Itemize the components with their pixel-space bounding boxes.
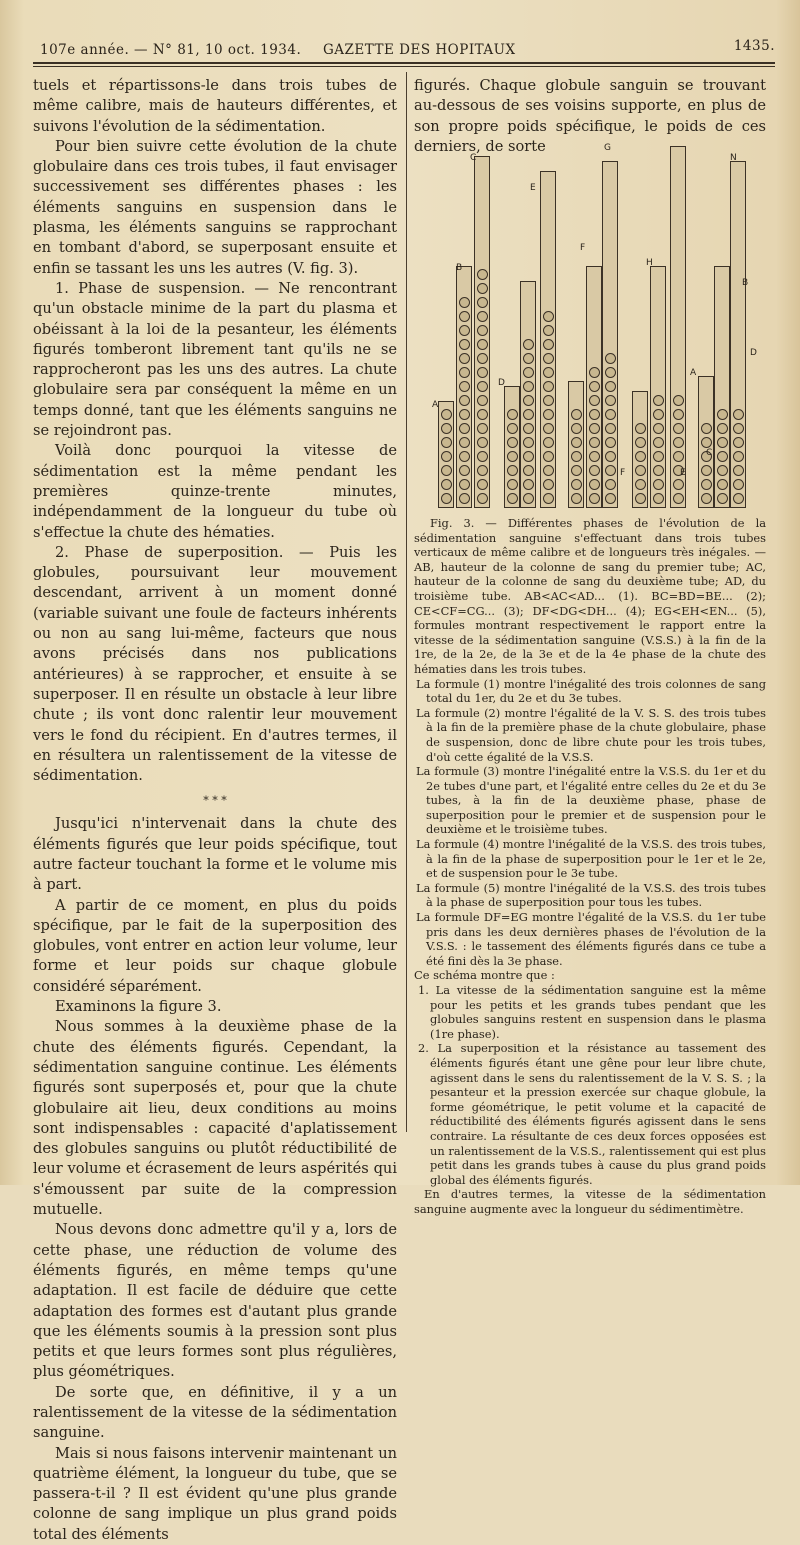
blood-cell [523,437,534,448]
blood-cell [459,465,470,476]
blood-cell [459,311,470,322]
figure-letter: B [456,263,463,273]
paragraph: figurés. Chaque globule sanguin se trouvant au-dessous de ses voisins supporte, en plus de son propre poids spécifique, le poids de ces derniers, de sorte [414,77,766,155]
blood-cell [477,269,488,280]
column-divider [406,72,407,1132]
sedimentation-tube [730,161,749,508]
figure-letter: H [646,258,653,268]
blood-cell [635,451,646,462]
blood-cell [635,437,646,448]
blood-cell [635,465,646,476]
blood-cell [543,451,554,462]
formula-note: La formule DF=EG montre l'égalité de la V.S.S. du 1er tube pris dans les deux dernières phases de l'évolution de la V.S.S. : le tassement des éléments figurés dans ce tube a été fini dès la 3e phase. [416,910,766,968]
blood-cell [543,479,554,490]
blood-cell [589,451,600,462]
blood-cell [701,437,712,448]
blood-cell [717,437,728,448]
sedimentation-tube [540,171,556,508]
blood-cell [477,451,488,462]
blood-cell [673,437,684,448]
blood-cell [477,283,488,294]
figure-letter: C [470,153,477,163]
blood-cell [605,423,616,434]
blood-cell [589,465,600,476]
formula-note: La formule (3) montre l'inégalité entre la V.S.S. du 1er et du 2e tubes d'une part, et l'égalité entre celles du 2e et du 3e tubes, à la fin de la deuxième phase, phase de superposition pour le premier et de suspension pour le deuxième et le troisième tubes. [416,764,766,837]
blood-cell [589,423,600,434]
formula-note: La formule (4) montre l'inégalité de la V.S.S. des trois tubes, à la fin de la phase de superposition pour le 1er et le 2e, et de suspension pour le 3e tube. [416,837,766,881]
sedimentation-tube [568,381,584,508]
paragraph: De sorte que, en définitive, il y a un ralentissement de la vitesse de la sédimentation sanguine. [33,1383,397,1442]
left-column [33,76,397,1545]
blood-cell [441,493,452,504]
blood-cell [605,451,616,462]
blood-cell [701,479,712,490]
figure-letter: E [530,183,536,193]
blood-cell [543,437,554,448]
blood-cell [477,311,488,322]
figure-letter: A [432,400,439,410]
blood-cell [441,479,452,490]
blood-cell [441,423,452,434]
blood-cell [653,465,664,476]
sedimentation-tube [698,376,714,508]
blood-cell [459,381,470,392]
blood-cell [717,479,728,490]
blood-cell [507,423,518,434]
formula-note: La formule (2) montre l'égalité de la V. S. S. des trois tubes à la fin de la première phase de la chute globulaire, phase de suspension, donc de libre chute pour les trois tubes, d'où cette égalité de la V.S.S. [416,705,766,764]
blood-cell [605,353,616,364]
blood-cell [717,465,728,476]
blood-cell [523,479,534,490]
blood-cell [523,339,534,350]
figure-letter: F [620,468,626,478]
blood-cell [673,423,684,434]
blood-cell [459,423,470,434]
blood-cell [523,353,534,364]
paragraph: Mais si nous faisons intervenir maintenant un quatrième élément, la longueur du tube, que se passera-t-il ? Il est évident qu'une plus grande colonne de sang implique un plus grand poids total des éléments [33,1444,397,1543]
formula-note: La formule (1) montre l'inégalité des trois colonnes de sang total du 1er, du 2e et du 3e tubes. [416,676,766,706]
blood-cell [653,423,664,434]
blood-cell [477,395,488,406]
paragraph: 1. Phase de suspension. — Ne rencontrant qu'un obstacle minime de la part du plasma et obéissant à la loi de la pesanteur, les éléments figurés tomberont librement tant qu'ils ne se rapprocheront pas les uns des autres. La chute globulaire sera par conséquent la même en un temps donné, tant que les éléments sanguins ne se rejoindront pas. [33,279,397,440]
blood-cell [733,409,744,420]
sedimentation-tube [504,386,520,508]
schema-conclusion: En d'autres termes, la vitesse de la sédimentation sanguine augmente avec la longueur du sédimentimètre. [414,1187,766,1216]
sedimentation-tube [670,146,686,508]
blood-cell [459,339,470,350]
blood-cell [717,493,728,504]
blood-cell [635,493,646,504]
blood-cell [523,367,534,378]
blood-cell [459,297,470,308]
blood-cell [653,451,664,462]
figure-letter: D [750,348,757,358]
blood-cell [543,493,554,504]
figure-letter: B [742,278,749,288]
blood-cell [571,451,582,462]
page-number: 1435. [733,38,775,54]
paragraph: Nous devons donc admettre qu'il y a, lors de cette phase, une réduction de volume des éléments figurés, en même temps qu'une adaptation. Il est facile de déduire que cette adaptation des formes est d'autant plus grande que les éléments soumis à la pression sont plus petits et que leurs formes sont plus régulières, plus géométriques. [33,1221,397,1381]
paragraph: Pour bien suivre cette évolution de la chute globulaire dans ces trois tubes, il faut envisager successivement ses différentes phases : les éléments sanguins en suspension dans le plasma, les éléments sanguins se rapprochant en tombant d'abord, se superposant ensuite et enfin se tassant les uns les autres (V. fig. 3). [33,137,397,277]
formula-note: La formule (5) montre l'inégalité de la V.S.S. des trois tubes à la phase de superposition pour tous les tubes. [416,880,766,910]
blood-cell [733,479,744,490]
figure-letter: D [498,378,505,388]
blood-cell [701,493,712,504]
blood-cell [673,479,684,490]
blood-cell [717,451,728,462]
blood-cell [543,423,554,434]
paragraph: Voilà donc pourquoi la vitesse de sédimentation est la même pendant les premières quinze-trente minutes, indépendamment de la longueur du tube où s'effectue la chute des hématies. [33,442,397,541]
blood-cell [459,437,470,448]
blood-cell [523,423,534,434]
blood-cell [589,409,600,420]
blood-cell [717,423,728,434]
blood-cell [605,381,616,392]
blood-cell [605,409,616,420]
blood-cell [653,437,664,448]
blood-cell [589,395,600,406]
blood-cell [459,367,470,378]
blood-cell [701,423,712,434]
blood-cell [605,437,616,448]
blood-cell [543,395,554,406]
sedimentation-tube [520,281,536,508]
blood-cell [507,437,518,448]
blood-cell [605,493,616,504]
blood-cell [523,409,534,420]
figure-letter: E [680,468,686,478]
blood-cell [477,423,488,434]
blood-cell [605,395,616,406]
figure-caption [414,516,766,1217]
blood-cell [459,479,470,490]
blood-cell [733,437,744,448]
blood-cell [523,493,534,504]
blood-cell [507,465,518,476]
paragraph: A partir de ce moment, en plus du poids spécifique, par le fait de la superposition des globules, vont entrer en action leur volume, leur forme et leur poids sur chaque globule considéré séparément. [33,896,397,995]
blood-cell [673,409,684,420]
blood-cell [701,465,712,476]
header-rule-thin [33,66,775,67]
blood-cell [523,465,534,476]
issue-info: 107e année. — N° 81, 10 oct. 1934. [40,42,302,58]
page-header [40,38,775,60]
blood-cell [459,493,470,504]
blood-cell [543,381,554,392]
section-stars: * * * [203,794,227,808]
sedimentation-tube [438,401,454,508]
blood-cell [477,325,488,336]
blood-cell [477,339,488,350]
paragraph: Examinons la figure 3. [55,998,222,1016]
blood-cell [477,297,488,308]
blood-cell [459,325,470,336]
paragraph: Nous sommes à la deuxième phase de la chute des éléments figurés. Cependant, la sédimentation sanguine continue. Les éléments figurés sont superposés et, pour que la chute globulaire ait lieu, deux conditions au moins sont indispensables : capacité d'aplatissement des globules sanguins ou plutôt réductibilité de leur volume et écrasement de leurs aspérités qui s'émoussent par suite de la compression mutuelle. [33,1018,397,1219]
blood-cell [543,409,554,420]
blood-cell [673,395,684,406]
blood-cell [589,367,600,378]
figure-letter: N [730,153,737,163]
blood-cell [477,479,488,490]
blood-cell [605,367,616,378]
paragraph: 2. Phase de superposition. — Puis les globules, poursuivant leur mouvement descendant, arrivent à un moment donné (variable suivant une foule de facteurs inhérents ou non au sang lui-même, facteurs que nous avons précisés dans nos publications antérieures) à se rapprocher, et ensuite à se superposer. Il en résulte un obstacle à leur libre chute ; ils vont donc ralentir leur mouvement vers le fond du récipient. En d'autres termes, il en résultera un ralentissement de la vitesse de sédimentation. [33,543,397,785]
blood-cell [523,381,534,392]
blood-cell [543,465,554,476]
schema-intro: Ce schéma montre que : [414,968,555,983]
blood-cell [571,437,582,448]
blood-cell [653,395,664,406]
blood-cell [605,479,616,490]
blood-cell [441,437,452,448]
blood-cell [523,395,534,406]
blood-cell [589,479,600,490]
blood-cell [543,339,554,350]
blood-cell [441,451,452,462]
caption-text: Fig. 3. — Différentes phases de l'évolution de la sédimentation sanguine s'effectuant dans trois tubes verticaux de même calibre et de longueurs très inégales. — AB, hauteur de la colonne de sang du premier tube; AC, hauteur de la colonne de sang du deuxième tube; AD, du troisième tube. AB<AC<AD... (1). BC=BD=BE... (2); CE<CF=CG... (3); DF<DG<DH... (4); EG<EH<EN... (5), formules montrant respectivement le rapport entre la vitesse de la sédimentation sanguine (V.S.S.) à la fin de la 1re, de la 2e, de la 3e et de la 4e phase de la chute des hématies dans les trois tubes. [414,516,766,676]
blood-cell [441,409,452,420]
blood-cell [589,437,600,448]
blood-cell [477,437,488,448]
blood-cell [543,325,554,336]
journal-title: GAZETTE DES HOPITAUX [323,42,516,58]
blood-cell [459,395,470,406]
blood-cell [673,493,684,504]
header-rule [33,62,775,64]
blood-cell [507,493,518,504]
figure-letter: F [580,243,586,253]
figure-letter: C [706,448,713,458]
blood-cell [653,493,664,504]
blood-cell [543,311,554,322]
blood-cell [459,409,470,420]
blood-cell [733,493,744,504]
schema-point: 1. La vitesse de la sédimentation sanguine est la même pour les petits et les grands tubes pendant que les globules sanguins restent en suspension dans le plasma (1re phase). [418,983,766,1041]
blood-cell [507,409,518,420]
blood-cell [605,465,616,476]
blood-cell [589,381,600,392]
blood-cell [441,465,452,476]
blood-cell [653,409,664,420]
figure-3-tubes [430,138,770,508]
blood-cell [477,493,488,504]
blood-cell [571,465,582,476]
paragraph: tuels et répartissons-le dans trois tubes de même calibre, mais de hauteurs différentes, et suivons l'évolution de la sédimentation. [33,77,397,135]
blood-cell [477,381,488,392]
blood-cell [673,451,684,462]
blood-cell [477,353,488,364]
sedimentation-tube [586,266,602,508]
blood-cell [459,353,470,364]
blood-cell [477,409,488,420]
sedimentation-tube [474,156,490,508]
blood-cell [477,465,488,476]
paragraph: Jusqu'ici n'intervenait dans la chute des éléments figurés que leur poids spécifique, tout autre facteur touchant la forme et le volume mis à part. [33,815,397,894]
blood-cell [543,353,554,364]
sedimentation-tube [650,266,666,508]
blood-cell [589,493,600,504]
blood-cell [717,409,728,420]
blood-cell [571,423,582,434]
blood-cell [477,367,488,378]
blood-cell [653,479,664,490]
schema-point: 2. La superposition et la résistance au tassement des éléments figurés étant une gêne pour leur libre chute, agissent dans le sens du ralentissement de la V. S. S. ; la pesanteur et la pression exercée sur chaque globule, la forme géométrique, le petit volume et la capacité de réductibilité des éléments figurés agissent dans le sens contraire. La résultante de ces deux forces opposées est un ralentissement de la V.S.S., ralentissement qui est plus petit dans les grands tubes à cause du plus grand poids global des éléments figurés. [418,1041,766,1187]
blood-cell [571,479,582,490]
blood-cell [571,493,582,504]
blood-cell [571,409,582,420]
blood-cell [733,451,744,462]
sedimentation-tube [632,391,648,508]
blood-cell [507,479,518,490]
blood-cell [733,465,744,476]
blood-cell [507,451,518,462]
blood-cell [523,451,534,462]
figure-letter: G [604,143,611,153]
blood-cell [635,423,646,434]
sedimentation-tube [456,266,472,508]
figure-letter: A [690,368,697,378]
blood-cell [733,423,744,434]
sedimentation-tube [602,161,618,508]
blood-cell [459,451,470,462]
sedimentation-tube [714,266,730,508]
blood-cell [543,367,554,378]
blood-cell [635,479,646,490]
